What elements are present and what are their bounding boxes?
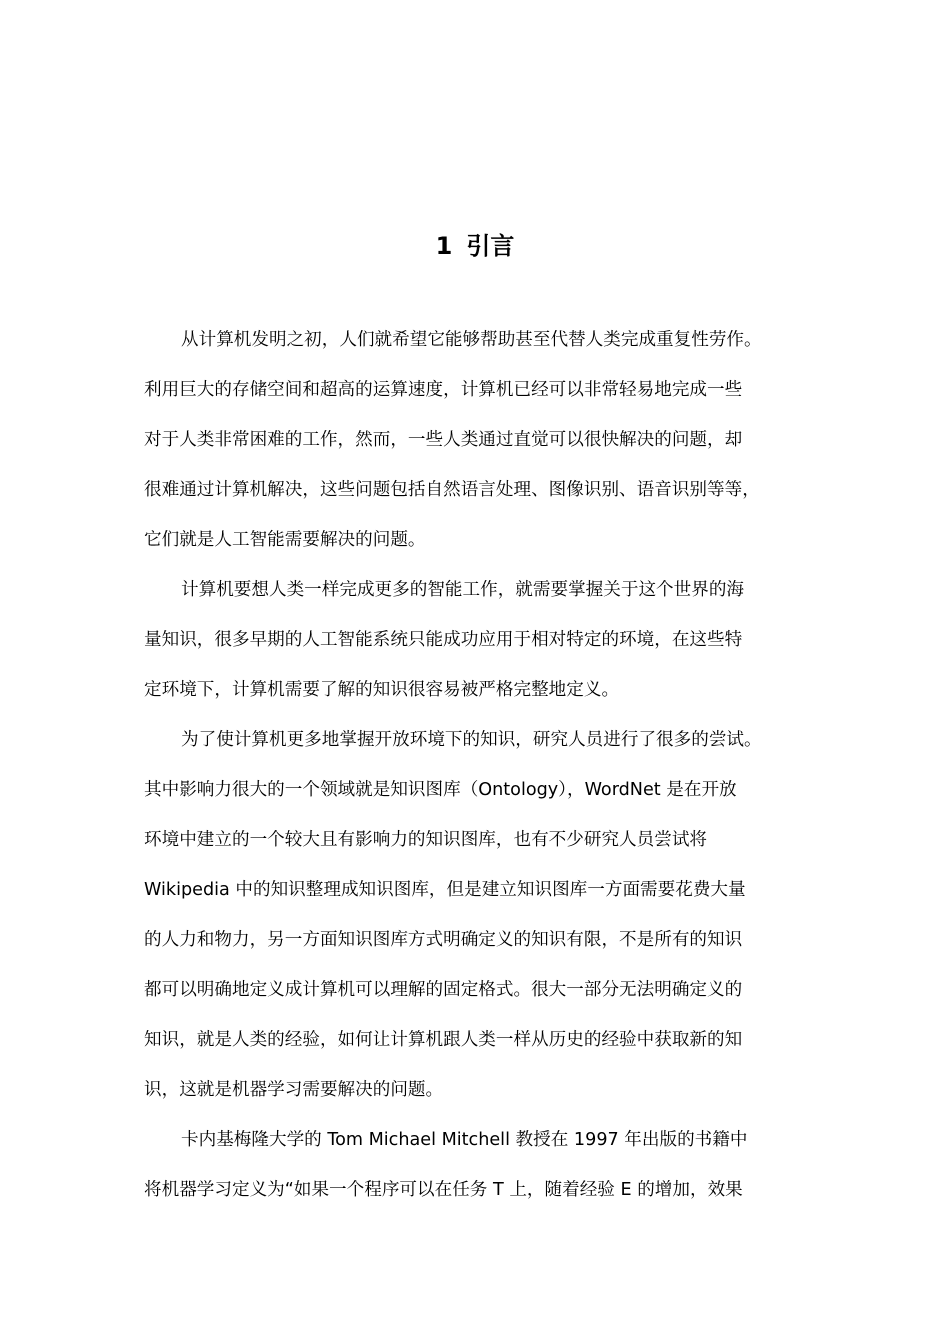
paragraph-4 — [144, 1115, 816, 1215]
text-line: 利用巨大的存储空间和超高的运算速度，计算机已经可以非常轻易地完成一些 — [144, 380, 743, 400]
chapter-title-text: 引言 — [466, 232, 515, 260]
chapter-number: 1 — [435, 232, 453, 260]
text-line: 环境中建立的一个较大且有影响力的知识图库，也有不少研究人员尝试将 — [144, 830, 708, 850]
body-text — [144, 315, 816, 1215]
text-line: 识，这就是机器学习需要解决的问题。 — [144, 1080, 444, 1100]
paragraph-2 — [144, 565, 816, 715]
text-line: 将机器学习定义为“如果一个程序可以在任务 T 上，随着经验 E 的增加，效果 — [144, 1180, 743, 1200]
text-line: 的人力和物力，另一方面知识图库方式明确定义的知识有限，不是所有的知识 — [144, 930, 743, 950]
text-line: 定环境下，计算机需要了解的知识很容易被严格完整地定义。 — [144, 680, 620, 700]
text-line: 知识，就是人类的经验，如何让计算机跟人类一样从历史的经验中获取新的知 — [144, 1030, 743, 1050]
text-line: 为了使计算机更多地掌握开放环境下的知识，研究人员进行了很多的尝试。 — [181, 730, 762, 750]
text-line: 其中影响力很大的一个领域就是知识图库（Ontology），WordNet 是在开放 — [144, 780, 737, 800]
paragraph-3 — [144, 715, 816, 1115]
text-line: 卡内基梅隆大学的 Tom Michael Mitchell 教授在 1997 年出版的书籍中 — [181, 1130, 748, 1150]
text-line: 对于人类非常困难的工作，然而，一些人类通过直觉可以很快解决的问题，却 — [144, 430, 743, 450]
text-line: 计算机要想人类一样完成更多的智能工作，就需要掌握关于这个世界的海 — [181, 580, 745, 600]
text-line: 它们就是人工智能需要解决的问题。 — [144, 530, 426, 550]
text-line: 从计算机发明之初，人们就希望它能够帮助甚至代替人类完成重复性劳作。 — [181, 330, 762, 350]
text-line: 都可以明确地定义成计算机可以理解的固定格式。很大一部分无法明确定义的 — [144, 980, 743, 1000]
text-line: 量知识，很多早期的人工智能系统只能成功应用于相对特定的环境，在这些特 — [144, 630, 743, 650]
paragraph-1 — [144, 315, 816, 565]
text-line: 很难通过计算机解决，这些问题包括自然语言处理、图像识别、语音识别等等， — [144, 480, 760, 500]
text-line: Wikipedia 中的知识整理成知识图库，但是建立知识图库一方面需要花费大量 — [144, 880, 746, 900]
chapter-title — [0, 226, 950, 266]
